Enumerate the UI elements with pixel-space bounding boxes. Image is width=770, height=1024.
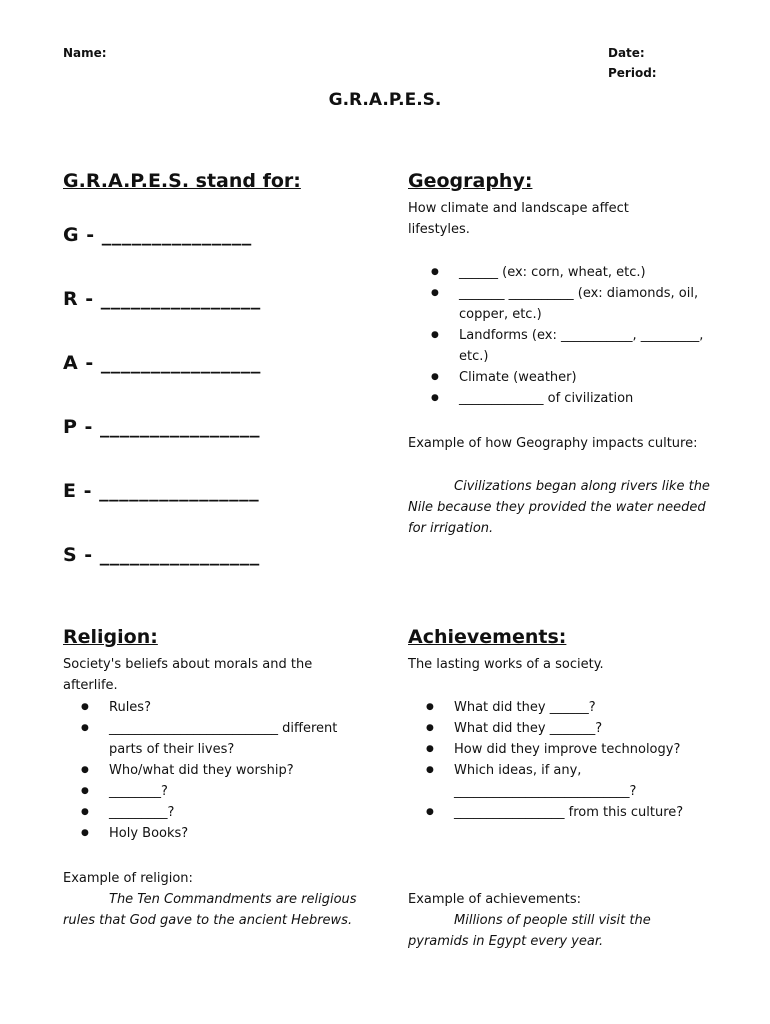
list-item: ● Rules? xyxy=(109,697,369,718)
grapes-row-s: S - ________________ xyxy=(63,544,260,566)
grapes-row-p: P - ________________ xyxy=(63,416,261,438)
achievements-example-text: Millions of people still visit the pyramids in Egypt every year. xyxy=(408,913,651,949)
list-item: ● _______ __________ (ex: diamonds, oil, copper, etc.) xyxy=(459,283,709,325)
list-item: ● ________? xyxy=(109,781,369,802)
achievements-example xyxy=(408,910,708,952)
geography-description: How climate and landscape affect lifestyles. xyxy=(408,201,629,237)
stand-for-heading: G.R.A.P.E.S. stand for: xyxy=(63,170,301,192)
period-label: Period: xyxy=(608,66,657,80)
list-item: ● _____________ of civilization xyxy=(459,388,709,409)
geography-example-text: Civilizations began along rivers like the Nile because they provided the water needed for irrigation. xyxy=(408,479,710,536)
list-item: ● What did they ______? xyxy=(454,697,710,718)
list-item: ● Which ideas, if any, ___________________________? xyxy=(454,760,710,802)
name-label: Name: xyxy=(63,46,107,60)
list-item: ● Landforms (ex: ___________, _________, etc.) xyxy=(459,325,709,367)
geography-heading: Geography: xyxy=(408,170,533,192)
achievements-description: The lasting works of a society. xyxy=(408,657,604,672)
religion-example xyxy=(63,889,363,931)
list-item: ● _________________ from this culture? xyxy=(454,802,710,823)
date-label: Date: xyxy=(608,46,645,60)
list-item: ● Climate (weather) xyxy=(459,367,709,388)
religion-list xyxy=(109,697,369,844)
list-item: ● ______ (ex: corn, wheat, etc.) xyxy=(459,262,709,283)
religion-description: Society's beliefs about morals and the afterlife. xyxy=(63,657,313,693)
list-item: ● _________? xyxy=(109,802,369,823)
geography-example-label: Example of how Geography impacts culture: xyxy=(408,436,698,451)
list-item: ● __________________________ different parts of their lives? xyxy=(109,718,369,760)
achievements-heading: Achievements: xyxy=(408,626,567,648)
grapes-row-e: E - ________________ xyxy=(63,480,260,502)
achievements-example-label: Example of achievements: xyxy=(408,892,581,907)
grapes-row-a: A - ________________ xyxy=(63,352,261,374)
list-item: ● Who/what did they worship? xyxy=(109,760,369,781)
list-item: ● What did they _______? xyxy=(454,718,710,739)
achievements-list xyxy=(454,697,710,823)
list-item: ● How did they improve technology? xyxy=(454,739,710,760)
grapes-row-r: R - ________________ xyxy=(63,288,261,310)
geography-list xyxy=(459,262,709,409)
religion-heading: Religion: xyxy=(63,626,158,648)
document-title: G.R.A.P.E.S. xyxy=(328,90,442,110)
religion-example-text: The Ten Commandments are religious rules that God gave to the ancient Hebrews. xyxy=(63,892,357,928)
grapes-row-g: G - _______________ xyxy=(63,224,252,246)
geography-example xyxy=(408,476,718,539)
religion-example-label: Example of religion: xyxy=(63,871,193,886)
list-item: ● Holy Books? xyxy=(109,823,369,844)
